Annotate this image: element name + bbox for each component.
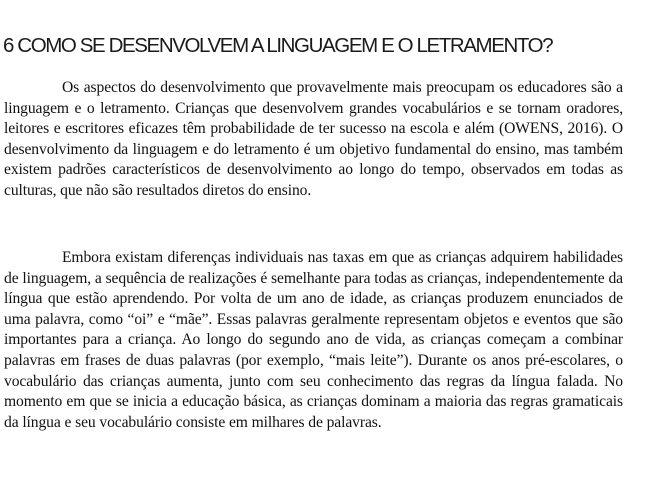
- section-heading: 6 COMO SE DESENVOLVEM A LINGUAGEM E O LETRAMENTO?: [3, 34, 553, 57]
- body-paragraph-1: Os aspectos do desenvolvimento que provavelmente mais preocupam os educadores são a linguagem e o letramento. Crianças que desenvolvem grandes vocabulários e se tornam oradores, leitores e escritores eficazes têm probabilidade de ter sucesso na escola e além (OWENS, 2016). O desenvolvimento da linguagem e do letramento é um objetivo fundamental do ensino, mas também existem padrões característicos de desenvolvimento ao longo do tempo, observados em todas as culturas, que não são resultados diretos do ensino.: [4, 79, 623, 199]
- body-paragraph-2: Embora existam diferenças individuais nas taxas em que as crianças adquirem habilidades de linguagem, a sequência de realizações é semelhante para todas as crianças, independentemente da língua que estão aprendendo. Por volta de um ano de idade, as crianças produzem enunciados de uma palavra, como “oi” e “mãe”. Essas palavras geralmente representam objetos e eventos que são importantes para a criança. Ao longo do segundo ano de vida, as crianças começam a combinar palavras em frases de duas palavras (por exemplo, “mais leite”). Durante os anos pré-escolares, o vocabulário das crianças aumenta, junto com seu conhecimento das regras da língua falada. No momento em que se inicia a educação básica, as crianças dominam a maioria das regras gramaticais da língua e seu vocabulário consiste em milhares de palavras.: [4, 249, 623, 431]
